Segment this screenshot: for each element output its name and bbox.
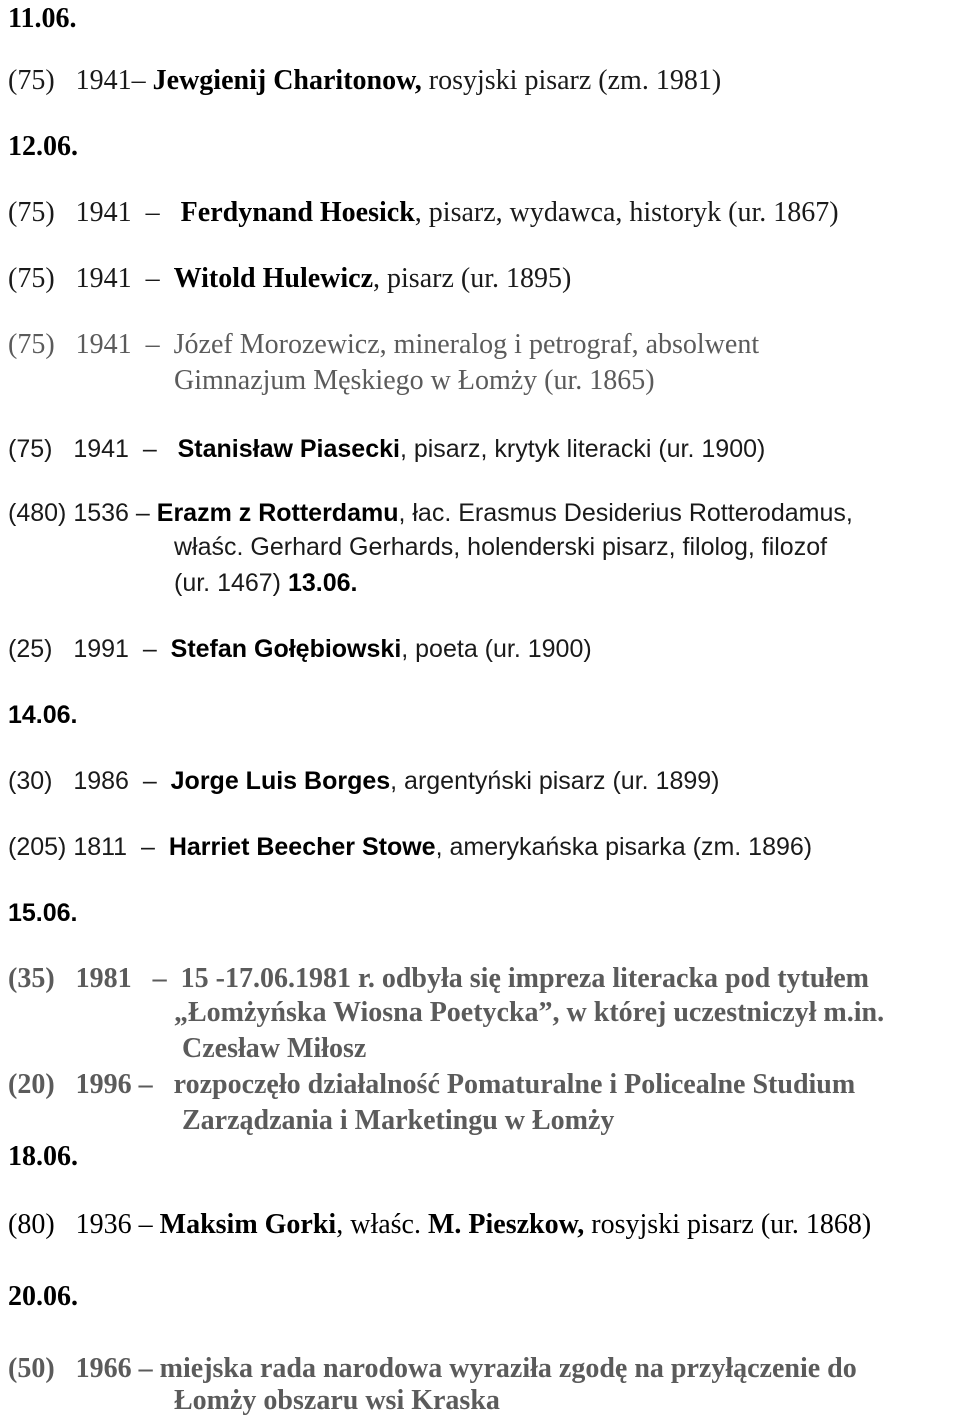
anniversary: (75) — [8, 263, 55, 294]
description: , amerykańska pisarka (zm. 1896) — [435, 833, 813, 861]
entry-continuation: Łomży obszaru wsi Kraska — [174, 1385, 500, 1416]
description: , pisarz, wydawca, historyk (ur. 1867) — [414, 197, 839, 228]
dash: – — [131, 65, 146, 96]
year: 1966 — [75, 1353, 132, 1384]
anniversary: (205) — [8, 833, 67, 861]
description: rozpoczęło działalność Pomaturalne i Policealne Studium — [173, 1069, 856, 1100]
year: 1536 — [73, 499, 129, 527]
entry-continuation: „Łomżyńska Wiosna Poetycka”, w której uczestniczył m.in. — [174, 997, 885, 1028]
person-name: Ferdynand Hoesick — [180, 197, 415, 228]
person-name: Stefan Gołębiowski — [170, 635, 402, 663]
description: Józef Morozewicz, mineralog i petrograf, absolwent — [173, 329, 760, 360]
entry-piasecki — [8, 432, 765, 466]
entry-hoesick — [8, 196, 839, 230]
year: 1986 — [73, 767, 129, 795]
dash: – — [138, 1209, 153, 1240]
entry-studium — [8, 1068, 855, 1102]
description: miejska rada narodowa wyraziła zgodę na przyłączenie do — [159, 1353, 857, 1384]
year: 1941 — [75, 65, 132, 96]
date-heading: 15.06. — [8, 899, 78, 927]
anniversary: (75) — [8, 435, 53, 463]
year: 1941 — [73, 435, 129, 463]
entry-continuation: Zarządzania i Marketingu w Łomży — [182, 1105, 615, 1136]
year: 1981 — [75, 963, 132, 994]
anniversary: (20) — [8, 1069, 55, 1100]
person-name: Stanisław Piasecki — [177, 435, 400, 463]
year: 1811 — [73, 833, 128, 861]
person-name: Jewgienij Charitonow, — [152, 65, 422, 96]
entry-continuation: właśc. Gerhard Gerhards, holenderski pisarz, filolog, filozof — [174, 533, 828, 561]
description: , łac. Erasmus Desiderius Rotterodamus, — [398, 499, 853, 527]
description: , pisarz, krytyk literacki (ur. 1900) — [399, 435, 766, 463]
dash: – — [145, 329, 160, 360]
date-heading: 13.06. — [287, 569, 358, 597]
description: , poeta (ur. 1900) — [401, 635, 592, 663]
entry-borges — [8, 764, 719, 798]
date-heading: 20.06. — [8, 1281, 78, 1312]
entry-erazm — [8, 496, 853, 530]
person-name: Maksim Gorki — [159, 1209, 337, 1240]
person-name: Harriet Beecher Stowe — [168, 833, 436, 861]
description: , argentyński pisarz (ur. 1899) — [390, 767, 720, 795]
dash: – — [141, 833, 155, 861]
entry-continuation: Gimnazjum Męskiego w Łomży (ur. 1865) — [174, 365, 655, 396]
anniversary: (35) — [8, 963, 55, 994]
entry-hulewicz — [8, 262, 571, 296]
entry-stowe — [8, 830, 812, 864]
year: 1941 — [75, 329, 132, 360]
description: rosyjski pisarz (zm. 1981) — [421, 65, 722, 96]
entry-gorki — [8, 1208, 871, 1242]
entry-charitonow — [8, 64, 721, 98]
anniversary: (50) — [8, 1353, 55, 1384]
date-heading: 18.06. — [8, 1141, 78, 1172]
anniversary: (25) — [8, 635, 53, 663]
entry-continuation: (ur. 1467) 13.06. — [174, 569, 358, 597]
anniversary: (30) — [8, 767, 53, 795]
dash: – — [142, 767, 157, 795]
person-name: Witold Hulewicz — [173, 263, 374, 294]
entry-kraska — [8, 1352, 857, 1386]
anniversary: (75) — [8, 197, 55, 228]
description: 15 -17.06.1981 r. odbyła się impreza literacka pod tytułem — [180, 963, 869, 994]
dash: – — [145, 197, 160, 228]
year: 1991 — [73, 635, 129, 663]
year: 1936 — [75, 1209, 132, 1240]
person-name: Jorge Luis Borges — [170, 767, 391, 795]
person-name: Erazm z Rotterdamu — [156, 499, 399, 527]
anniversary: (75) — [8, 65, 55, 96]
year: 1941 — [75, 263, 132, 294]
anniversary: (80) — [8, 1209, 55, 1240]
date-heading: 12.06. — [8, 131, 78, 162]
date-heading: 11.06. — [8, 3, 77, 34]
dash: – — [138, 1353, 153, 1384]
anniversary: (480) — [8, 499, 67, 527]
date-heading: 14.06. — [8, 701, 78, 729]
dash: – — [142, 435, 157, 463]
year: 1996 — [75, 1069, 132, 1100]
dash: – — [145, 263, 160, 294]
entry-morozewicz — [8, 328, 759, 362]
entry-continuation: Czesław Miłosz — [182, 1033, 367, 1064]
person-name: M. Pieszkow, — [427, 1209, 585, 1240]
dash: – — [135, 499, 150, 527]
description: , właśc. — [336, 1209, 428, 1240]
dash: – — [138, 1069, 153, 1100]
description: , pisarz (ur. 1895) — [373, 263, 572, 294]
dash: – — [152, 963, 167, 994]
dash: – — [142, 635, 157, 663]
entry-golebiowski — [8, 632, 592, 666]
anniversary: (75) — [8, 329, 55, 360]
entry-wiosna-poetycka — [8, 962, 869, 996]
description: rosyjski pisarz (ur. 1868) — [584, 1209, 872, 1240]
year: 1941 — [75, 197, 132, 228]
